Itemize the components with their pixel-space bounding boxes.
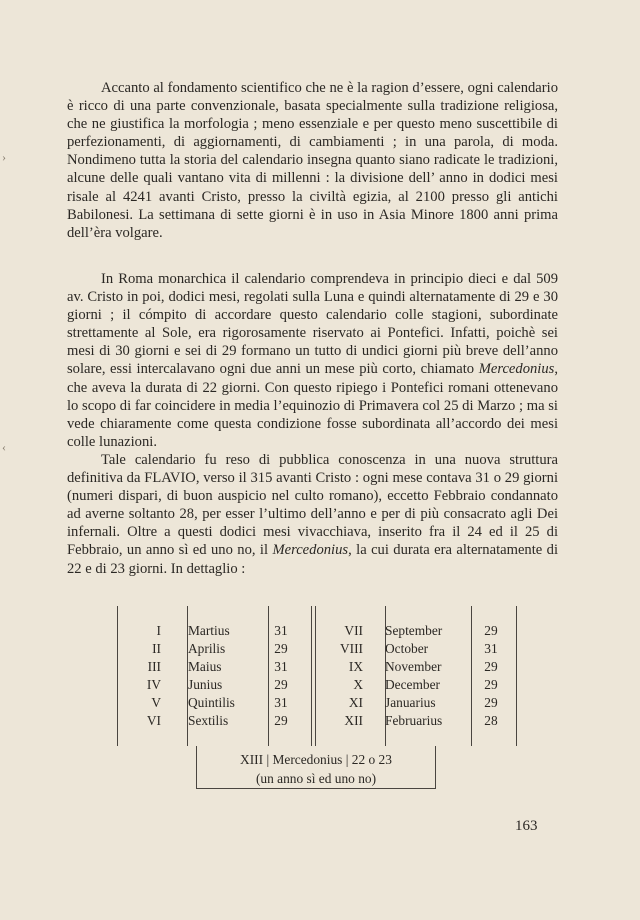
intercalary-note: (un anno sì ed uno no) (255, 771, 377, 786)
month-name: Junius (188, 677, 223, 692)
month-number: III (147, 659, 161, 674)
month-name: Februarius (385, 713, 443, 728)
month-name: October (385, 641, 429, 656)
month-number: IX (348, 659, 363, 674)
month-number: VI (146, 713, 161, 728)
month-days: 29 (484, 659, 498, 674)
month-days: 29 (484, 623, 498, 638)
month-days: 29 (274, 713, 288, 728)
paragraph-3-text: Tale calendario fu reso di pubblica conoscenza in una nuova struttura definitiva da FLAVIO, verso il 315 avanti Cristo : ogni mese contava 31 o 29 giorni (numeri dispari, di buon auspicio nel culto romano), eccetto Febbraio condannato ad averne soltanto 28, per esser l’ultimo dell’anno e per di più consacrato agli Dei infernali. Oltre a questi dodici mesi vivacchiava, inserito fra il 24 ed il 25 di Febbraio, un anno sì ed uno no, il (67, 452, 558, 559)
page-number: 163 (515, 818, 538, 834)
month-number: VII (344, 623, 363, 638)
month-name: September (385, 623, 443, 638)
intercalary-month-line: XIII | Mercedonius | 22 o 23 (240, 752, 392, 767)
table-row (118, 695, 516, 713)
month-days: 28 (484, 713, 498, 728)
margin-mark: › (2, 150, 6, 164)
paragraph-2 (67, 270, 558, 451)
month-days: 29 (484, 695, 498, 710)
month-days: 31 (274, 695, 288, 710)
intercalary-month-box (196, 746, 436, 789)
month-name: November (385, 659, 442, 674)
table-row (118, 623, 516, 641)
month-number: V (151, 695, 161, 710)
month-name: Sextilis (188, 713, 229, 728)
month-name: Maius (188, 659, 222, 674)
table-row (118, 659, 516, 677)
month-name: December (385, 677, 441, 692)
month-days: 29 (484, 677, 498, 692)
paragraph-3-text-end: , la cui durata era alternatamente di 22 e di 23 giorni. In dettaglio : (67, 542, 559, 577)
term-mercedonius: Mercedonius (272, 542, 349, 559)
paragraph-3 (67, 451, 558, 578)
paragraph-2-text: In Roma monarchica il calendario comprendeva in principio dieci e dal 509 av. Cristo in poi, dodici mesi, regolati sulla Luna e quindi alternatamente di 29 e 30 giorni ; il cómpito di accordare questo calendario colle stagioni, subordinate strettamente al Sole, era rigorosamente riservato ai Pontefici. Infatti, poichè sei mesi di 30 giorni e sei di 29 formano un tutto di undici giorni più breve dell’anno solare, essi intercalavano ogni due anni un mese più corto, chiamato (67, 271, 558, 378)
month-name: Januarius (385, 695, 436, 710)
table-row (118, 713, 516, 731)
margin-mark: ‹ (2, 440, 6, 454)
month-number: XI (348, 695, 363, 710)
months-table (117, 606, 517, 746)
month-number: II (152, 641, 161, 656)
month-number: IV (146, 677, 161, 692)
month-number: I (156, 623, 161, 638)
month-days: 31 (484, 641, 498, 656)
month-number: VIII (339, 641, 363, 656)
month-number: XII (344, 713, 363, 728)
month-name: Aprilis (188, 641, 226, 656)
table-row (118, 641, 516, 659)
paragraph-1: Accanto al fondamento scientifico che ne è la ragion d’essere, ogni calendario è ricco di una parte convenzionale, basata specialmente sulla tradizione religiosa, che ne giustifica la morfologia ; meno essenziale e per questo meno suscettibile di perfezionamenti, di aggiornamenti, di cambiamenti ; in una parola, di moda. Nondimeno tutta la storia del calendario insegna quanto siano radicate le tradizioni, alcune delle quali vantano vita di millenni : la divisione dell’ anno in dodici mesi risale al 4241 avanti Cristo, presso la civiltà egizia, al 2100 presso gli antichi Babilonesi. La settimana di sette giorni è in uso in Asia Minore 1800 anni prima dell’èra volgare. (67, 80, 558, 241)
paragraph-2-text-end: , che aveva la durata di 22 giorni. Con questo ripiego i Pontefici romani ottenevano lo scopo di far coincidere in media l’equinozio di Primavera col 25 di Marzo ; ma si vede chiaramente come questa condizione fosse subordinata all’accordo dei mesi colle lunazioni. (67, 361, 558, 450)
month-days: 29 (274, 641, 288, 656)
table-row (118, 677, 516, 695)
month-number: X (353, 677, 363, 692)
month-name: Quintilis (188, 695, 235, 710)
month-name: Martius (188, 623, 230, 638)
month-days: 31 (274, 659, 288, 674)
month-days: 29 (274, 677, 288, 692)
term-mercedonius: Mercedonius (478, 361, 555, 378)
month-days: 31 (274, 623, 288, 638)
